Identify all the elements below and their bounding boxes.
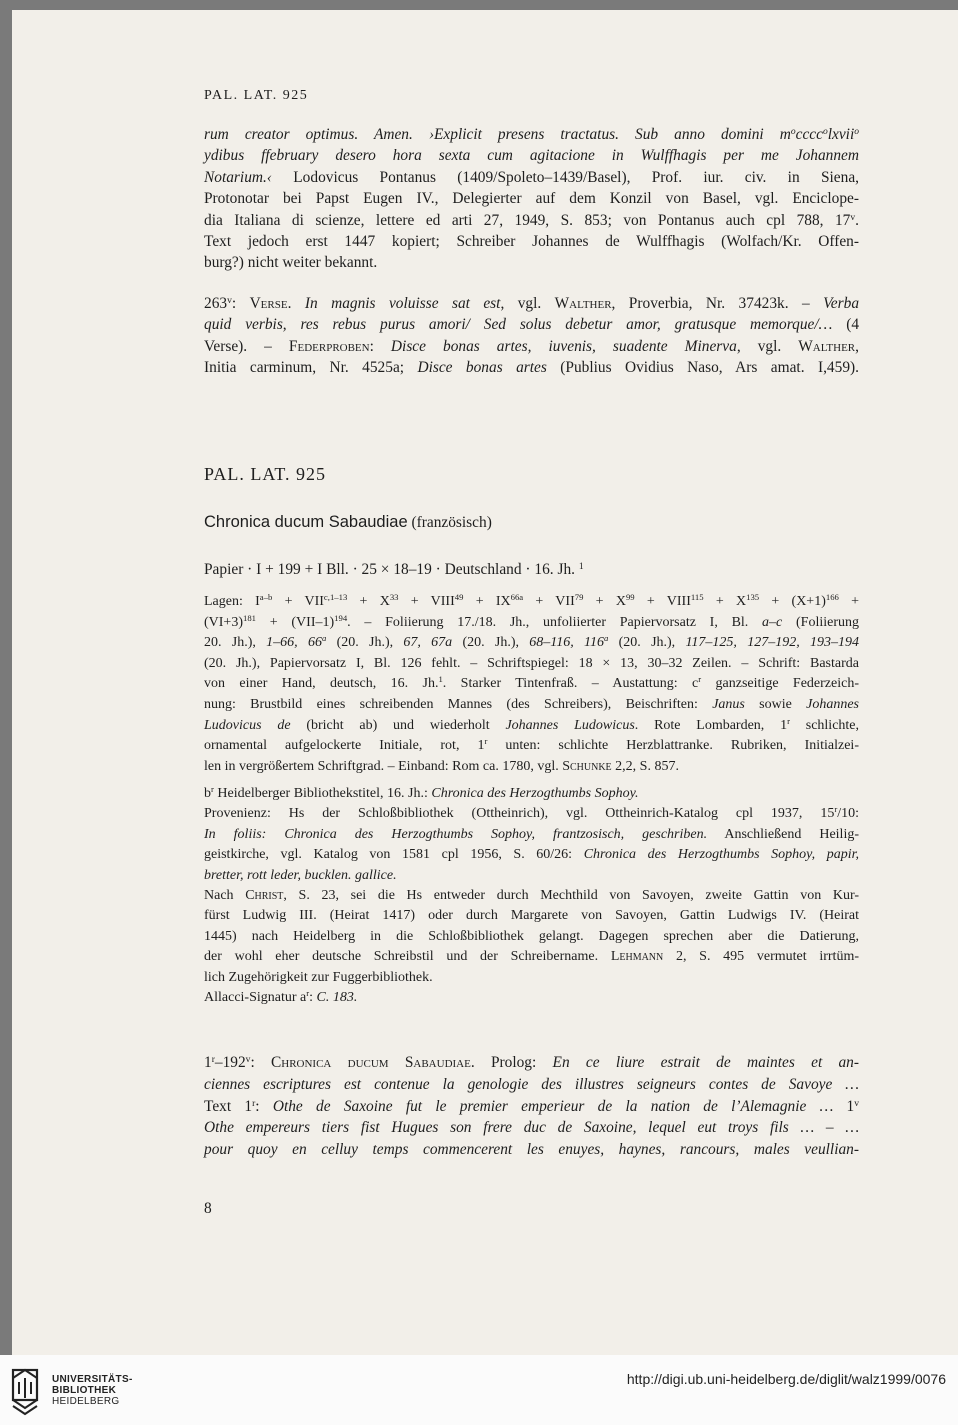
text-line [204,314,859,335]
text-run: Lodovicus Pontanus (1409/Spoleto–1439/Basel), Prof. iur. civ. in Siena, [271,168,859,186]
text-run: : [309,990,317,1005]
text-line [204,613,859,633]
text-run: , [855,337,859,355]
text-run: b [204,786,211,801]
text-run: Johannes [806,697,859,712]
text-run: C. 183. [316,990,358,1005]
footer-bar [0,1355,958,1425]
text-run: Lagen: I [204,594,260,609]
text-run: (Publius Ovidius Naso, Ars amat. I,459). [546,359,859,377]
text-line [204,336,859,357]
text-run: ydibus ffebruary desero hora sexta cum agitacione in Wulffhagis per me Johannem [204,147,859,165]
text-run: (20. Jh.), Papiervorsatz I, Bl. 126 fehlt. – Schriftspiegel: 18 × 13, 30–32 Zeilen. – Schrift: Bastarda [204,655,859,671]
superscript: 166 [825,592,839,603]
text-run: lich Zugehörigkeit zur Fuggerbibliothek. [204,969,433,985]
superscript: r [787,715,790,726]
text-run: Janus [712,697,745,712]
title-main: Chronica ducum Sabaudiae [204,513,408,531]
text-run: , S. 23, sei die Hs entweder durch Mechthild von Savoyen, zweite Gattin von Kur- [283,888,859,903]
text-run: : [231,295,250,312]
text-run: /10: [837,806,859,822]
text-line [204,804,859,824]
text-run: . Starker Tintenfraß. – Austattung: c [442,676,699,692]
text-run: len in vergrößertem Schriftgrad. – Einband: Rom ca. 1780, vgl. [204,758,563,774]
text-run: 68–116, 116 [529,635,604,651]
superscript: a–b [259,592,273,603]
text-run: Verba [823,295,860,312]
text-run: + VIII [398,594,455,609]
superscript: c,1–13 [323,592,348,603]
text-run: Schunke [562,758,612,774]
superscript: a [321,633,327,644]
text-run: En ce liure estrait de maintes et an- [552,1054,859,1071]
text-run: (20. Jh.), [452,635,530,651]
superscript: r [306,988,310,999]
text-run: ciennes escriptures est contenue la genologie des illustres seigneurs contes de Savoye … [204,1075,859,1093]
text-run: 1445) nach Heidelberg in die Schloßbibliothek gelangt. Dagegen sprechen aber die Datierung, [204,928,859,944]
text-line [204,757,679,777]
text-run: pour quoy en celluy temps commencerent les enuyes, haynes, rancours, males veullian- [204,1141,859,1159]
superscript: r [834,804,838,815]
text-run: Anschließend Heilig- [707,826,859,842]
page-number: 8 [204,1200,212,1217]
text-run: der wohl eher deutsche Schreibstil und der Schreibername. [204,949,611,965]
text-run: Walther [554,295,612,312]
text-run: sowie [744,697,807,712]
text-line [204,674,859,694]
text-run: Papier · I + 199 + I Bll. · 25 × 18–19 · Deutschland · 16. Jh. [204,561,579,578]
superscript: o [854,125,859,137]
text-line [204,231,859,252]
text-run: (20. Jh.), [326,635,404,651]
text-run: Nach [204,888,246,903]
superscript: r [211,784,214,795]
text-line [204,947,859,967]
text-run: . Prolog: [470,1054,553,1071]
text-line [204,968,433,988]
superscript: 49 [454,592,464,603]
text-run: + VII [523,594,575,609]
text-run: + (VII–1) [256,614,335,630]
text-run: nung: Brustbild eines schreibenden Mannes (des Schreibers), Beischriften: [204,697,713,712]
superscript: v [854,1097,860,1109]
text-run: + IX [463,594,511,609]
text-run: ornamental aufgelockerte Initiale, rot, 1 [204,738,485,754]
text-line [204,1096,859,1117]
text-run: : [255,1097,273,1115]
library-name-line-1: UNIVERSITÄTS- [52,1374,133,1385]
text-run: Ludovicus de [204,717,291,733]
text-run: (4 [832,316,860,334]
text-run: . – Foliierung 17./18. Jh., unfoliierter Papiervorsatz I, Bl. [347,614,763,630]
library-logo-icon [10,1368,42,1418]
text-run: , vgl. [500,295,555,312]
text-line [204,845,859,865]
text-line [204,357,859,378]
superscript: o [822,125,828,137]
text-line [204,188,859,209]
text-run: + X [347,594,390,609]
text-line [204,1139,859,1160]
text-run: Initia carminum, Nr. 4525a; [204,359,418,377]
manuscript-title [204,512,492,533]
text-run: , Proverbia, Nr. 37423k. – [611,295,824,312]
text-line [204,825,859,845]
text-run: (bricht ab) und wiederholt [290,717,506,733]
text-line [204,654,859,674]
text-run: fürst Ludwig III. (Heirat 1417) oder durch Margarete von Savoyen, Gattin Ludwigs IV. (Heirat [204,908,859,924]
text-run: (VI+3) [204,614,243,630]
text-run: bretter, rott leder, bucklen. gallice. [204,867,397,883]
superscript: 135 [746,592,760,603]
text-run: + (X+1) [759,594,826,609]
text-run: Verse). – [204,337,289,355]
library-name-line-2: BIBLIOTHEK [52,1385,117,1396]
text-line [204,167,859,188]
text-run: –192 [214,1054,246,1071]
text-run: Heidelberger Bibliothekstitel, 16. Jh.: [213,786,432,801]
text-run: burg?) nicht weiter bekannt. [204,254,378,272]
text-run: Othe empereurs tiers fist Hugues son frere duc de Saxoine, lequel eut troys fils … – … [204,1119,859,1137]
text-run: + VIII [634,594,691,609]
text-run: lxvii [827,126,855,143]
text-run: Text jedoch erst 1447 kopiert; Schreiber Johannes de Wulffhagis (Wolfach/Kr. Offen- [204,233,859,250]
text-line [204,124,859,145]
text-line [204,1052,859,1073]
text-line [204,866,397,886]
text-run: + [838,594,860,609]
superscript: 79 [574,592,584,603]
text-run: geistkirche, vgl. Katalog von 1581 cpl 1956, S. 60/26: [204,847,584,863]
superscript: 99 [625,592,635,603]
text-line [204,1117,859,1138]
text-run: 2, S. 495 vermutet irrtüm- [663,949,859,965]
text-run: Verse [249,295,288,312]
text-run: (20. Jh.), [608,635,686,651]
text-run: , vgl. [736,337,799,355]
text-line [204,695,859,715]
text-run: 20. Jh.), [204,635,267,651]
library-name-line-3: HEIDELBERG [52,1396,120,1407]
text-run: + X [583,594,626,609]
text-run: 263 [204,295,228,312]
text-run: Johannes Ludowicus [505,717,635,733]
text-run: Allacci-Signatur a [204,990,307,1005]
text-run: Disce bonas artes [417,359,547,377]
text-run: Chronica ducum Sabaudiae [270,1054,471,1071]
superscript: v [227,294,232,306]
superscript: 194 [334,612,348,623]
text-run: Protonotar bei Papst Eugen IV., Delegierter auf dem Konzil von Basel, vgl. Enciclope- [204,190,859,208]
text-line [204,927,859,947]
shelfmark-heading: PAL. LAT. 925 [204,464,327,484]
text-line [204,145,859,166]
superscript: 115 [690,592,704,603]
text-line [204,988,357,1008]
text-line [204,293,859,314]
text-run: unten: schlichte Herzblattranke. Rubriken, Initialzei- [487,738,859,754]
text-run: + X [703,594,747,609]
text-run: 1 [833,1097,855,1115]
text-run: Othe de Saxoine fut le premier emperieur de la nation de l’Alemagnie … [272,1097,834,1115]
superscript: 33 [389,592,399,603]
text-run: ganzseitige Federzeich- [701,676,859,692]
text-run: dia Italiana di scienze, lettere ed arti 27, 1949, S. 853; von Pontanus auch cpl 788, 17 [204,211,851,229]
text-line [204,716,859,736]
text-run: Chronica des Herzogthumbs Sophoy, papir, [583,847,860,863]
text-run: 1 [204,1054,212,1071]
superscript: 1 [578,560,584,572]
text-line [204,592,859,612]
text-run: quid verbis, res rebus purus amori/ Sed solus debetur amor, gratusque memorque/… [204,316,833,334]
superscript: r [484,736,488,747]
text-run: In magnis voluisse sat est [304,295,501,312]
superscript: o [790,125,796,137]
text-run: . [855,211,859,229]
text-run: schlichte, [789,717,860,733]
running-head: PAL. LAT. 925 [204,88,309,103]
text-run: 1–66, 66 [266,635,322,651]
text-run: : [250,1054,271,1071]
text-line [204,252,377,273]
text-run: (Foliierung [782,614,859,630]
text-run: . [287,295,305,312]
superscript: r [252,1097,256,1109]
source-url-link[interactable]: http://digi.ub.uni-heidelberg.de/diglit/walz1999/0076 [626,1371,946,1387]
text-run: Disce bonas artes, iuvenis, suadente Minerva [390,337,737,355]
text-line [204,210,859,231]
physical-summary [204,559,584,580]
superscript: r [698,674,702,685]
text-run: In foliis: Chronica des Herzogthumbs Sophoy, frantzosisch, geschriben. [204,826,708,842]
text-run: 2,2, S. 857. [611,758,679,774]
text-line [204,886,859,906]
text-run: : [369,337,391,355]
text-run: rum creator optimus. Amen. ›Explicit presens tractatus. Sub anno domini m [204,126,791,143]
title-sub: (französisch) [407,514,492,531]
superscript: v [850,211,856,223]
text-run: Notarium.‹ [204,168,272,186]
text-line [204,906,859,926]
text-run: Christ [245,888,284,903]
text-line [204,633,859,653]
superscript: a [604,633,609,644]
text-run: a–c [762,614,783,630]
superscript: 66a [510,592,524,603]
text-line [204,784,639,804]
superscript: 1 [438,674,443,685]
text-run: . Rote Lombarden, 1 [634,717,788,733]
text-run: cccc [795,126,823,143]
superscript: v [245,1053,251,1065]
text-run: + VII [272,594,324,609]
text-run: Chronica des Herzogthumbs Sophoy. [431,786,639,801]
text-line [204,736,859,756]
superscript: r [211,1053,215,1065]
text-run: von einer Hand, deutsch, 16. Jh. [204,676,439,692]
text-run: Provenienz: Hs der Schloßbibliothek (Ottheinrich), vgl. Ottheinrich-Katalog cpl 1937, 15 [204,806,835,822]
text-run: Federproben [288,337,370,355]
text-run: 117–125, 127–192, 193–194 [685,635,859,651]
text-line [204,1074,859,1095]
text-run: 67, 67a [403,635,453,651]
text-run: Text 1 [204,1097,253,1115]
superscript: 181 [243,612,257,623]
text-run: Lehmann [610,949,664,965]
text-run: Walther [798,337,856,355]
